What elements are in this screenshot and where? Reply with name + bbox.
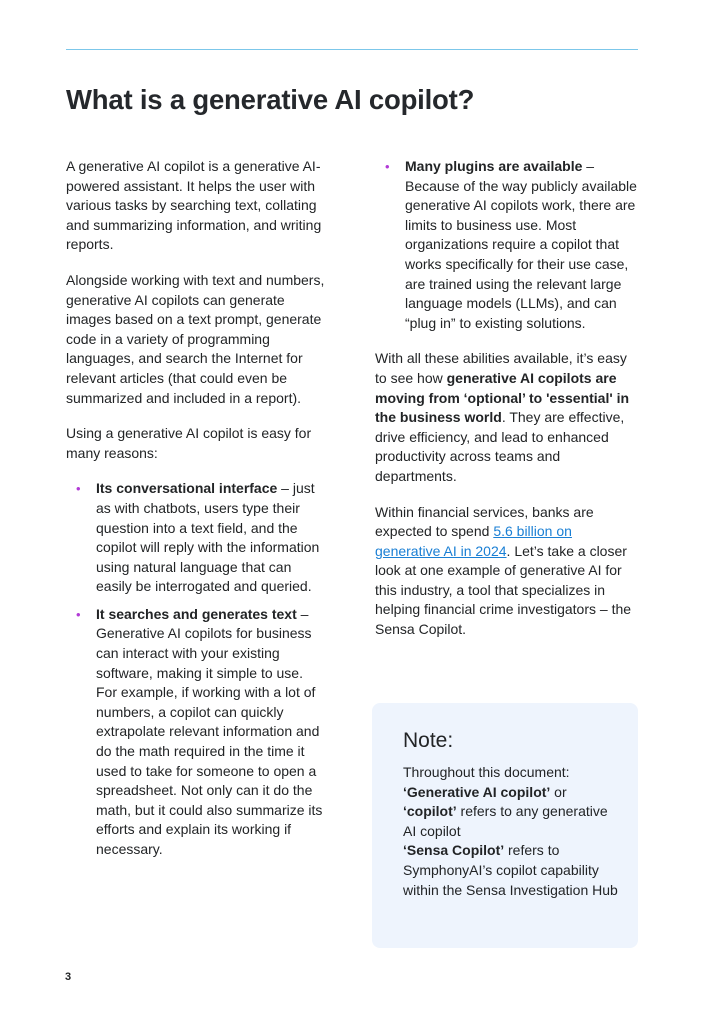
abilities-paragraph — [375, 349, 640, 486]
note-connector: or — [550, 783, 567, 800]
page-number: 3 — [65, 971, 72, 983]
reasons-list — [66, 479, 326, 859]
note-definition-sensa — [403, 841, 623, 900]
list-item-text: – Generative AI copilots for business can interact with your existing software, making it simple to use. For example, if working with a lot of numbers, a copilot can quickly extrapolate relevant information and do the math required in the time it used to take for someone to open a spreadsheet. Not only can it do the math, but it could also summarize its efforts and explain its working if necessary. — [96, 605, 323, 857]
note-title: Note: — [403, 729, 454, 752]
note-definition-text: refers to any generative AI copilot — [403, 803, 608, 839]
page-title: What is a generative AI copilot? — [66, 84, 475, 115]
reasons-intro: Using a generative AI copilot is easy for many reasons: — [66, 425, 312, 461]
list-item — [66, 479, 326, 597]
right-column — [375, 157, 640, 656]
capabilities-paragraph: Alongside working with text and numbers, generative AI copilots can generate images based on a text prompt, generate code in a variety of programming languages, and search the Internet for relevant articles (that could even be summarized and included in a report). — [66, 271, 325, 406]
note-definition-text: refers to SymphonyAI’s copilot capability within the Sensa Investigation Hub — [403, 842, 618, 898]
bullet-icon: • — [76, 481, 81, 497]
list-item-heading: It searches and generates text — [96, 605, 297, 622]
list-item-text: – just as with chatbots, users type their question into a text field, and the copilot will reply with the information using natural language that can easily be interrogated and queried. — [96, 480, 320, 595]
list-item-text: – Because of the way publicly available generative AI copilots work, there are limits to business use. Most organizations require a copilot that works specifically for their use case, are trained using the relevant large language models (LLMs), and can “plug in” to existing solutions. — [405, 158, 637, 331]
note-term: ‘Generative AI copilot’ — [403, 783, 551, 800]
reasons-list-continued — [375, 157, 640, 333]
note-intro: Throughout this document: — [403, 764, 570, 780]
spending-link[interactable]: 5.6 billion on generative AI in 2024 — [375, 523, 572, 559]
list-item-heading: Many plugins are available — [405, 158, 583, 174]
note-term: ‘Sensa Copilot’ — [403, 842, 505, 859]
list-item-heading: Its conversational interface — [96, 480, 278, 497]
bullet-icon: • — [76, 606, 81, 622]
note-term: ‘copilot’ — [403, 803, 457, 820]
abilities-text-bold: generative AI copilots are moving from ‘optional’ to 'essential' in the business world — [375, 369, 630, 426]
list-item — [375, 157, 640, 333]
left-column — [66, 157, 326, 868]
financial-text-post: . Let’s take a closer look at one example of generative AI for this industry, a tool that specializes in helping financial crime investigators – the Sensa Copilot. — [375, 542, 632, 638]
abilities-text-post: . They are effective, drive efficiency, and lead to enhanced productivity across teams and departments. — [375, 409, 625, 484]
financial-services-paragraph — [375, 503, 640, 640]
note-box — [372, 703, 638, 948]
abilities-text-pre: With all these abilities available, it’s easy to see how — [375, 350, 627, 386]
financial-text-pre: Within financial services, banks are expected to spend — [375, 503, 594, 540]
note-definition-copilot — [403, 783, 623, 842]
bullet-icon: • — [385, 159, 390, 174]
header-rule — [66, 49, 638, 50]
note-body — [403, 763, 623, 900]
intro-paragraph: A generative AI copilot is a generative AI-powered assistant. It helps the user with various tasks by searching text, collating and summarizing information, and writing reports. — [66, 158, 322, 253]
list-item — [66, 605, 326, 860]
